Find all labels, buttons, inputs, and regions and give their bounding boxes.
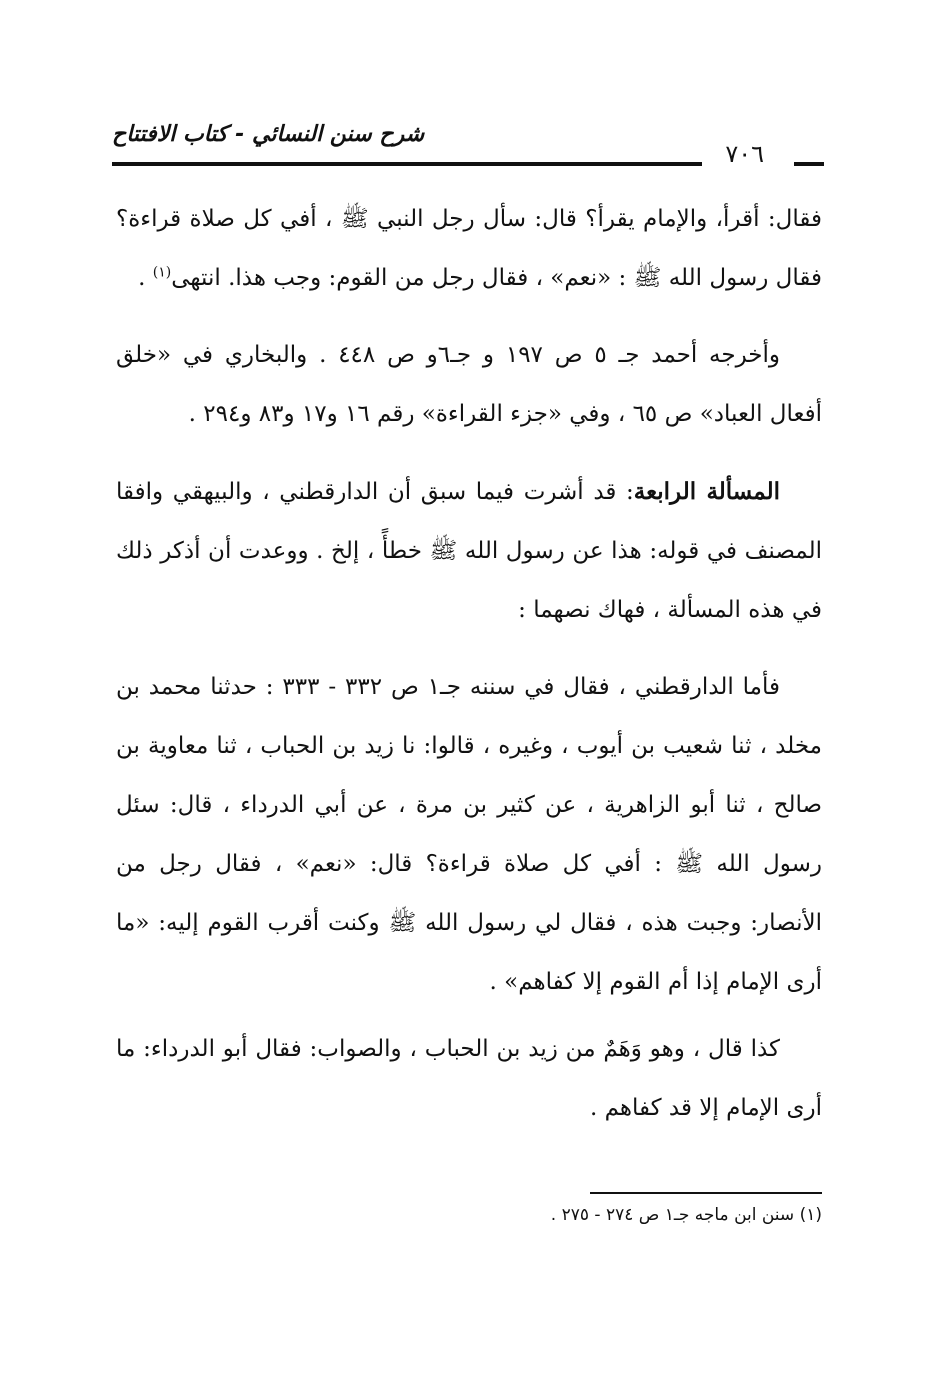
- footnote: (١) سنن ابن ماجه جـ١ ص ٢٧٤ - ٢٧٥ .: [550, 1205, 822, 1225]
- header-rule-short: [794, 162, 824, 166]
- footnote-marker: (١): [152, 264, 172, 281]
- paragraph-5: كذا قال ، وهو وَهَمٌ من زيد بن الحباب ، والصواب: فقال أبو الدرداء: ما أرى الإمام إلا قد كفاهم .: [116, 1036, 822, 1121]
- page-number: ٧٠٦: [725, 140, 764, 168]
- footnote-separator: [590, 1192, 822, 1194]
- paragraph-1-text: فقال: أقرأ، والإمام يقرأ؟ قال: سأل رجل النبي ﷺ ، أفي كل صلاة قراءة؟ فقال رسول الله ﷺ : «نعم» ، فقال رجل من القوم: وجب هذا. انتهى: [116, 206, 822, 291]
- paragraph-1: [116, 190, 822, 308]
- paragraph-3-text: : قد أشرت فيما سبق أن الدارقطني ، والبيهقي وافقا المصنف في قوله: هذا عن رسول الله ﷺ خطأً ، إلخ . ووعدت أن أذكر ذلك في هذه المسألة ، فهاك نصهما :: [116, 479, 822, 623]
- header-rule: [112, 162, 702, 166]
- paragraph-4: فأما الدارقطني ، فقال في سننه جـ١ ص ٣٣٢ - ٣٣٣ : حدثنا محمد بن مخلد ، ثنا شعيب بن أيوب ، وغيره ، قالوا: نا زيد بن الحباب ، ثنا معاوية بن صالح ، ثنا أبو الزاهرية ، عن كثير بن مرة ، عن أبي الدرداء ، قال: سئل رسول الله ﷺ : أفي كل صلاة قراءة؟ قال: «نعم» ، فقال رجل من الأنصار: وجبت هذه ، فقال لي رسول الله ﷺ وكنت أقرب القوم إليه: «ما أرى الإمام إذا أم القوم إلا كفاهم» .: [116, 674, 822, 995]
- page-header: [112, 118, 824, 172]
- paragraph-3: [116, 462, 822, 640]
- running-title: شرح سنن النسائي - كتاب الافتتاح: [112, 122, 425, 147]
- paragraph-1-end: .: [138, 265, 153, 291]
- paragraph-2: وأخرجه أحمد جـ ٥ ص ١٩٧ و جـ٦و ص ٤٤٨ . والبخاري في «خلق أفعال العباد» ص ٦٥ ، وفي «جزء القراءة» رقم ١٦ و١٧ و٨٣ و٢٩٤ .: [116, 342, 822, 427]
- main-text: [116, 190, 822, 1138]
- section-heading: المسألة الرابعة: [633, 478, 781, 505]
